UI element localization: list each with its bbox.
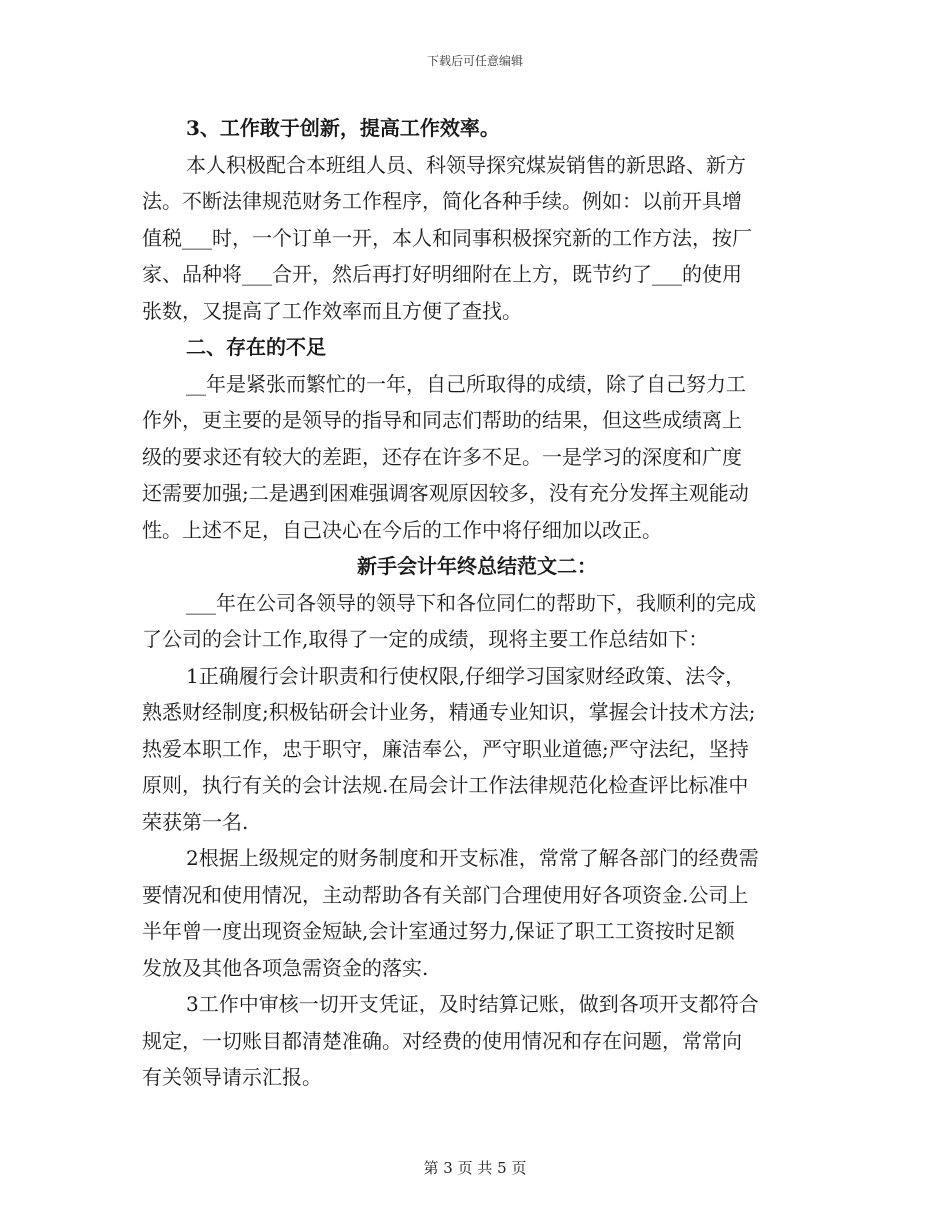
paragraph-line: 原则，执行有关的会计法规.在局会计工作法律规范化检查评比标准中 xyxy=(142,773,749,797)
paragraph-line: 本人积极配合本班组人员、科领导探究煤炭销售的新思路、新方 xyxy=(186,152,746,177)
paragraph-line: 熟悉财经制度;积极钻研会计业务，精通专业知识，掌握会计技术方法; xyxy=(142,700,756,724)
document-body xyxy=(142,110,812,1096)
paragraph-line: 荣获第一名. xyxy=(142,809,249,834)
paragraph-line: ___年在公司各领导的领导下和各位同仁的帮助下，我顺利的完成 xyxy=(186,590,756,615)
article-title: 新手会计年终总结范文二： xyxy=(357,554,597,578)
paragraph-line: 规定，一切账目都清楚准确。对经费的使用情况和存在问题，常常向 xyxy=(142,1028,742,1053)
paragraph-line: 性。上述不足，自己决心在今后的工作中将仔细加以改正。 xyxy=(142,517,662,542)
paragraph-line: 还需要加强;二是遇到困难强调客观原因较多，没有充分发挥主观能动 xyxy=(142,481,749,505)
paragraph-line: 1正确履行会计职责和行使权限,仔细学习国家财经政策、法令， xyxy=(186,663,746,688)
section-heading-shortcomings: 二、存在的不足 xyxy=(186,335,326,359)
paragraph-line: 2根据上级规定的财务制度和开支标准，常常了解各部门的经费需 xyxy=(186,846,759,870)
paragraph-line: 作外，更主要的是领导的指导和同志们帮助的结果，但这些成绩离上 xyxy=(142,408,742,432)
paragraph-line: 级的要求还有较大的差距，还存在许多不足。一是学习的深度和广度 xyxy=(142,444,742,469)
page-number-footer: 第 3 页 共 5 页 xyxy=(423,1159,527,1177)
paragraph-line: 热爱本职工作，忠于职守，廉洁奉公，严守职业道德;严守法纪，坚持 xyxy=(142,736,749,761)
paragraph-line: 法。不断法律规范财务工作程序，简化各种手续。例如：以前开具增 xyxy=(142,189,742,213)
paragraph-line: 家、品种将___合开，然后再打好明细附在上方，既节约了___的使用 xyxy=(142,262,742,286)
paragraph-line: 发放及其他各项急需资金的落实. xyxy=(142,955,429,980)
paragraph-line: 3工作中审核一切开支凭证，及时结算记账，做到各项开支都符合 xyxy=(186,992,759,1016)
paragraph-line: 要情况和使用情况，主动帮助各有关部门合理使用好各项资金.公司上 xyxy=(142,882,749,907)
paragraph-line: 半年曾一度出现资金短缺,会计室通过努力,保证了职工工资按时足额 xyxy=(142,919,735,943)
paragraph-line: 张数，又提高了工作效率而且方便了查找。 xyxy=(142,298,522,323)
paragraph-line: 了公司的会计工作,取得了一定的成绩，现将主要工作总结如下： xyxy=(142,627,709,651)
paragraph-line: 有关领导请示汇报。 xyxy=(142,1065,322,1089)
section-heading-innovation: 3、工作敢于创新，提高工作效率。 xyxy=(186,116,500,140)
page-header-note: 下载后可任意编辑 xyxy=(426,54,523,68)
paragraph-line: 值税___时，一个订单一开，本人和同事积极探究新的工作方法，按厂 xyxy=(142,225,752,250)
paragraph-line: __年是紧张而繁忙的一年，自己所取得的成绩，除了自己努力工 xyxy=(186,371,746,396)
